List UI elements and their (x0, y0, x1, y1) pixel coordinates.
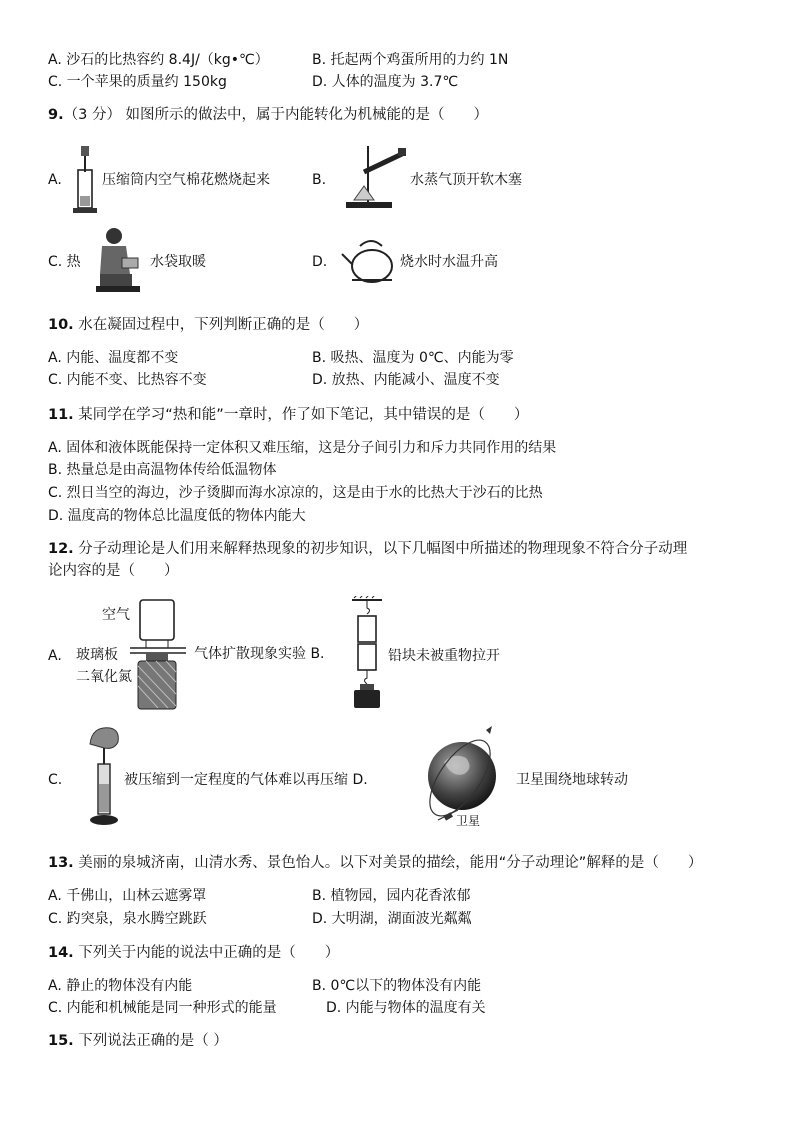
q10-option-d: D. 放热、内能减小、温度不变 (312, 372, 500, 388)
q9-number: 9. (48, 107, 64, 123)
q14-option-a: A. 静止的物体没有内能 (48, 978, 193, 994)
q12-d-text: 卫星围绕地球转动 (516, 772, 628, 788)
q10-number: 10. (48, 317, 74, 333)
q9-d-letter: D. (312, 254, 328, 270)
diffusion-jars-image (130, 596, 192, 714)
q13-option-a: A. 千佛山，山林云遮雾罩 (48, 888, 207, 904)
q11-number: 11. (48, 407, 74, 423)
q10-option-c: C. 内能不变、比热容不变 (48, 372, 207, 388)
q9-a-text: 压缩筒内空气棉花燃烧起来 (102, 172, 270, 188)
q12-a-letter: A. (48, 648, 62, 664)
q13-option-c: C. 趵突泉，泉水腾空跳跃 (48, 911, 207, 927)
q12-number: 12. (48, 541, 74, 557)
q8-option-d: D. 人体的温度为 3.7℃ (312, 74, 459, 90)
kettle-image (340, 236, 402, 286)
q11-stem: 11. 某同学在学习“热和能”一章时，作了如下笔记，其中错误的是（ ） (48, 407, 529, 423)
compression-cylinder-image (70, 142, 100, 216)
q11-option-d: D. 温度高的物体总比温度低的物体内能大 (48, 508, 306, 524)
test-tube-steam-image (340, 142, 410, 212)
q12-a-text: 气体扩散现象实验 B. (194, 646, 325, 662)
q8-option-b: B. 托起两个鸡蛋所用的力约 1N (312, 52, 509, 68)
q10-stem: 10. 水在凝固过程中，下列判断正确的是（ ） (48, 317, 369, 333)
q9-d-text: 烧水时水温升高 (400, 254, 498, 270)
q11-option-c: C. 烈日当空的海边，沙子烫脚而海水凉凉的，这是由于水的比热大于沙石的比热 (48, 485, 543, 501)
q9-c-text: 水袋取暖 (150, 254, 206, 270)
q15-stem: 15. 下列说法正确的是（ ） (48, 1033, 228, 1049)
q14-stem: 14. 下列关于内能的说法中正确的是（ ） (48, 945, 340, 961)
q12-b-text: 铅块未被重物拉开 (388, 648, 500, 664)
q13-option-d: D. 大明湖，湖面波光粼粼 (312, 911, 472, 927)
q13-stem: 13. 美丽的泉城济南，山清水秀、景色怡人。以下对美景的描绘，能用“分子动理论”解释的是（ ） (48, 855, 703, 871)
q14-number: 14. (48, 945, 74, 961)
q14-option-d: D. 内能与物体的温度有关 (326, 1000, 486, 1016)
q12-stem-line2: 论内容的是（ ） (48, 563, 179, 579)
q10-option-a: A. 内能、温度都不变 (48, 350, 179, 366)
q9-c-letter: C. 热 (48, 254, 81, 270)
q13-number: 13. (48, 855, 74, 871)
q11-option-b: B. 热量总是由高温物体传给低温物体 (48, 462, 277, 478)
q11-option-a: A. 固体和液体既能保持一定体积又难压缩，这是分子间引力和斥力共同作用的结果 (48, 440, 557, 456)
q8-option-a: A. 沙石的比热容约 8.4J/（kg•℃） (48, 52, 269, 68)
q13-option-b: B. 植物园，园内花香浓郁 (312, 888, 471, 904)
q10-option-b: B. 吸热、温度为 0℃、内能为零 (312, 350, 514, 366)
q9-a-letter: A. (48, 172, 62, 188)
q12-c-text: 被压缩到一定程度的气体难以再压缩 D. (124, 772, 368, 788)
q14-option-b: B. 0℃以下的物体没有内能 (312, 978, 482, 994)
hot-water-bag-person-image (92, 224, 148, 294)
q9-stem: 9.（3 分） 如图所示的做法中，属于内能转化为机械能的是（ ） (48, 107, 489, 123)
q14-option-c: C. 内能和机械能是同一种形式的能量 (48, 1000, 277, 1016)
q12-stem-line1: 12. 分子动理论是人们用来解释热现象的初步知识，以下几幅图中所描述的物理现象不符合分子动理 (48, 541, 688, 557)
compressed-gas-syringe-image (84, 724, 124, 834)
lead-blocks-weight-image (350, 596, 384, 712)
q15-number: 15. (48, 1033, 74, 1049)
label-satellite: 卫星 (456, 814, 481, 828)
label-glass-plate: 玻璃板 (76, 647, 118, 663)
q8-option-c: C. 一个苹果的质量约 150kg (48, 74, 227, 90)
label-nitrogen-dioxide: 二氧化氮 (76, 669, 132, 685)
q9-b-letter: B. (312, 172, 327, 188)
q9-b-text: 水蒸气顶开软木塞 (410, 172, 522, 188)
q12-c-letter: C. (48, 772, 63, 788)
label-air: 空气 (102, 607, 130, 623)
